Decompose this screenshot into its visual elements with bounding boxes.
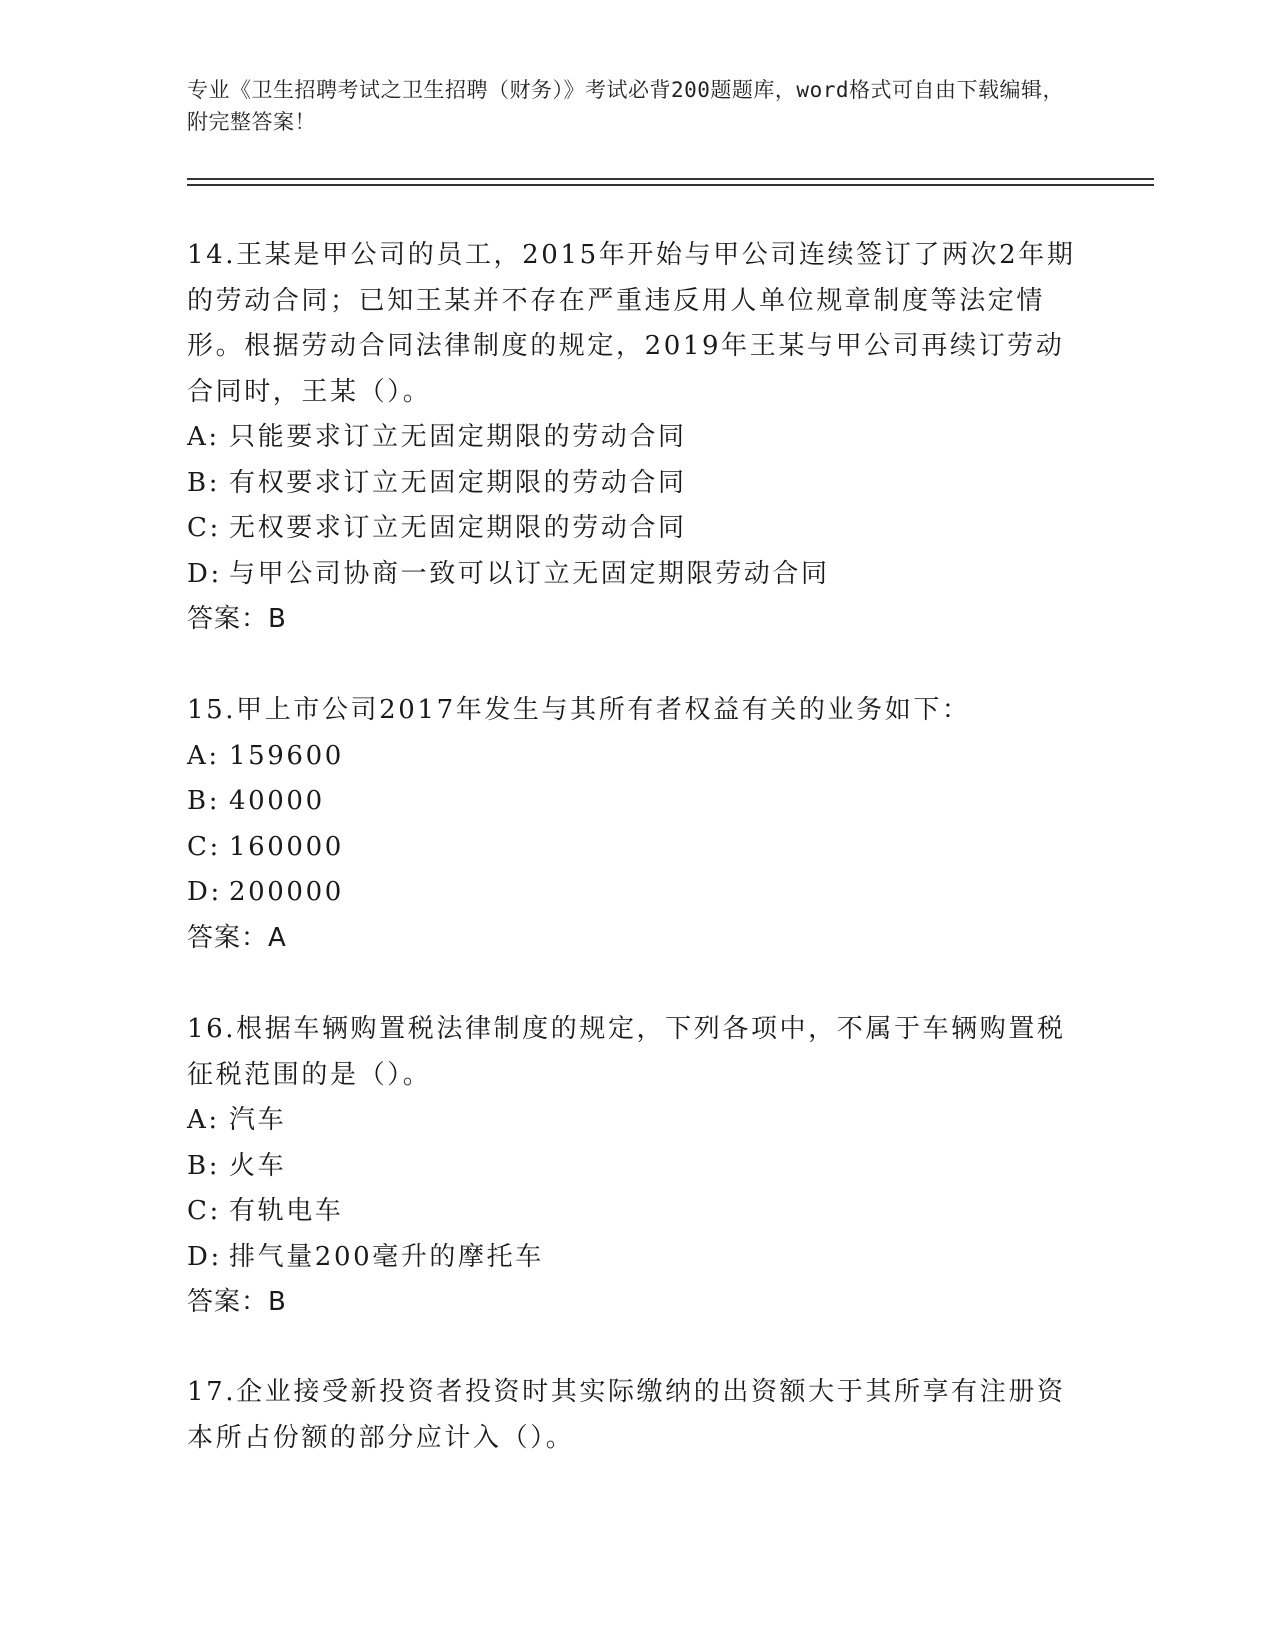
option-label: B:: [187, 467, 221, 498]
question-17: [187, 1370, 1087, 1461]
option-c: [187, 825, 1087, 871]
option-b: [187, 461, 1087, 507]
option-b: [187, 779, 1087, 825]
option-text: 159600: [229, 740, 344, 771]
option-d: [187, 552, 1087, 598]
option-b: [187, 1144, 1087, 1190]
answer-text: 答案：A: [187, 922, 287, 953]
question-stem: 17.企业接受新投资者投资时其实际缴纳的出资额大于其所享有注册资本所占份额的部分应计入（）。: [187, 1377, 1066, 1453]
option-text: 160000: [229, 831, 344, 862]
option-a: [187, 415, 1087, 461]
question-16: [187, 1007, 1087, 1326]
option-text: 与甲公司协商一致可以订立无固定期限劳动合同: [229, 558, 830, 589]
question-15: [187, 688, 1087, 961]
answer-text: 答案：B: [187, 1287, 287, 1317]
question-stem: 14.王某是甲公司的员工，2015年开始与甲公司连续签订了两次2年期的劳动合同；已知王某并不存在严重违反用人单位规章制度等法定情形。根据劳动合同法律制度的规定，2019年王某与甲公司再续订劳动合同时，王某（）。: [187, 240, 1076, 407]
option-a: [187, 1098, 1087, 1144]
option-label: B:: [187, 786, 221, 816]
option-text: 有轨电车: [229, 1196, 344, 1226]
option-text: 火车: [229, 1150, 287, 1181]
option-c: [187, 506, 1087, 552]
option-label: C:: [187, 513, 221, 543]
option-label: A:: [187, 422, 220, 452]
option-label: B:: [187, 1150, 221, 1181]
option-label: A:: [187, 740, 220, 771]
document-header: 专业《卫生招聘考试之卫生招聘（财务）》考试必背200题题库，word格式可自由下载编辑，附完整答案！: [187, 78, 1064, 134]
option-label: D:: [187, 1241, 222, 1272]
option-text: 汽车: [229, 1105, 287, 1135]
option-text: 有权要求订立无固定期限的劳动合同: [229, 467, 687, 498]
option-text: 只能要求订立无固定期限的劳动合同: [229, 422, 687, 452]
option-text: 排气量200毫升的摩托车: [229, 1241, 544, 1272]
question-14: [187, 233, 1087, 643]
option-label: A:: [187, 1105, 220, 1135]
question-stem: 16.根据车辆购置税法律制度的规定，下列各项中，不属于车辆购置税征税范围的是（）。: [187, 1014, 1066, 1090]
option-label: C:: [187, 1196, 221, 1226]
question-stem: 15.甲上市公司2017年发生与其所有者权益有关的业务如下：: [187, 695, 971, 725]
header-divider-top: [187, 178, 1154, 180]
answer-text: 答案：B: [187, 604, 287, 634]
option-c: [187, 1189, 1087, 1235]
option-text: 200000: [229, 877, 344, 907]
option-text: 无权要求订立无固定期限的劳动合同: [229, 513, 687, 543]
header-divider-bottom: [187, 184, 1154, 186]
option-label: D:: [187, 558, 222, 589]
option-d: [187, 870, 1087, 916]
option-text: 40000: [229, 786, 325, 816]
option-label: C:: [187, 831, 221, 862]
option-label: D:: [187, 877, 222, 907]
option-d: [187, 1235, 1087, 1281]
option-a: [187, 734, 1087, 780]
